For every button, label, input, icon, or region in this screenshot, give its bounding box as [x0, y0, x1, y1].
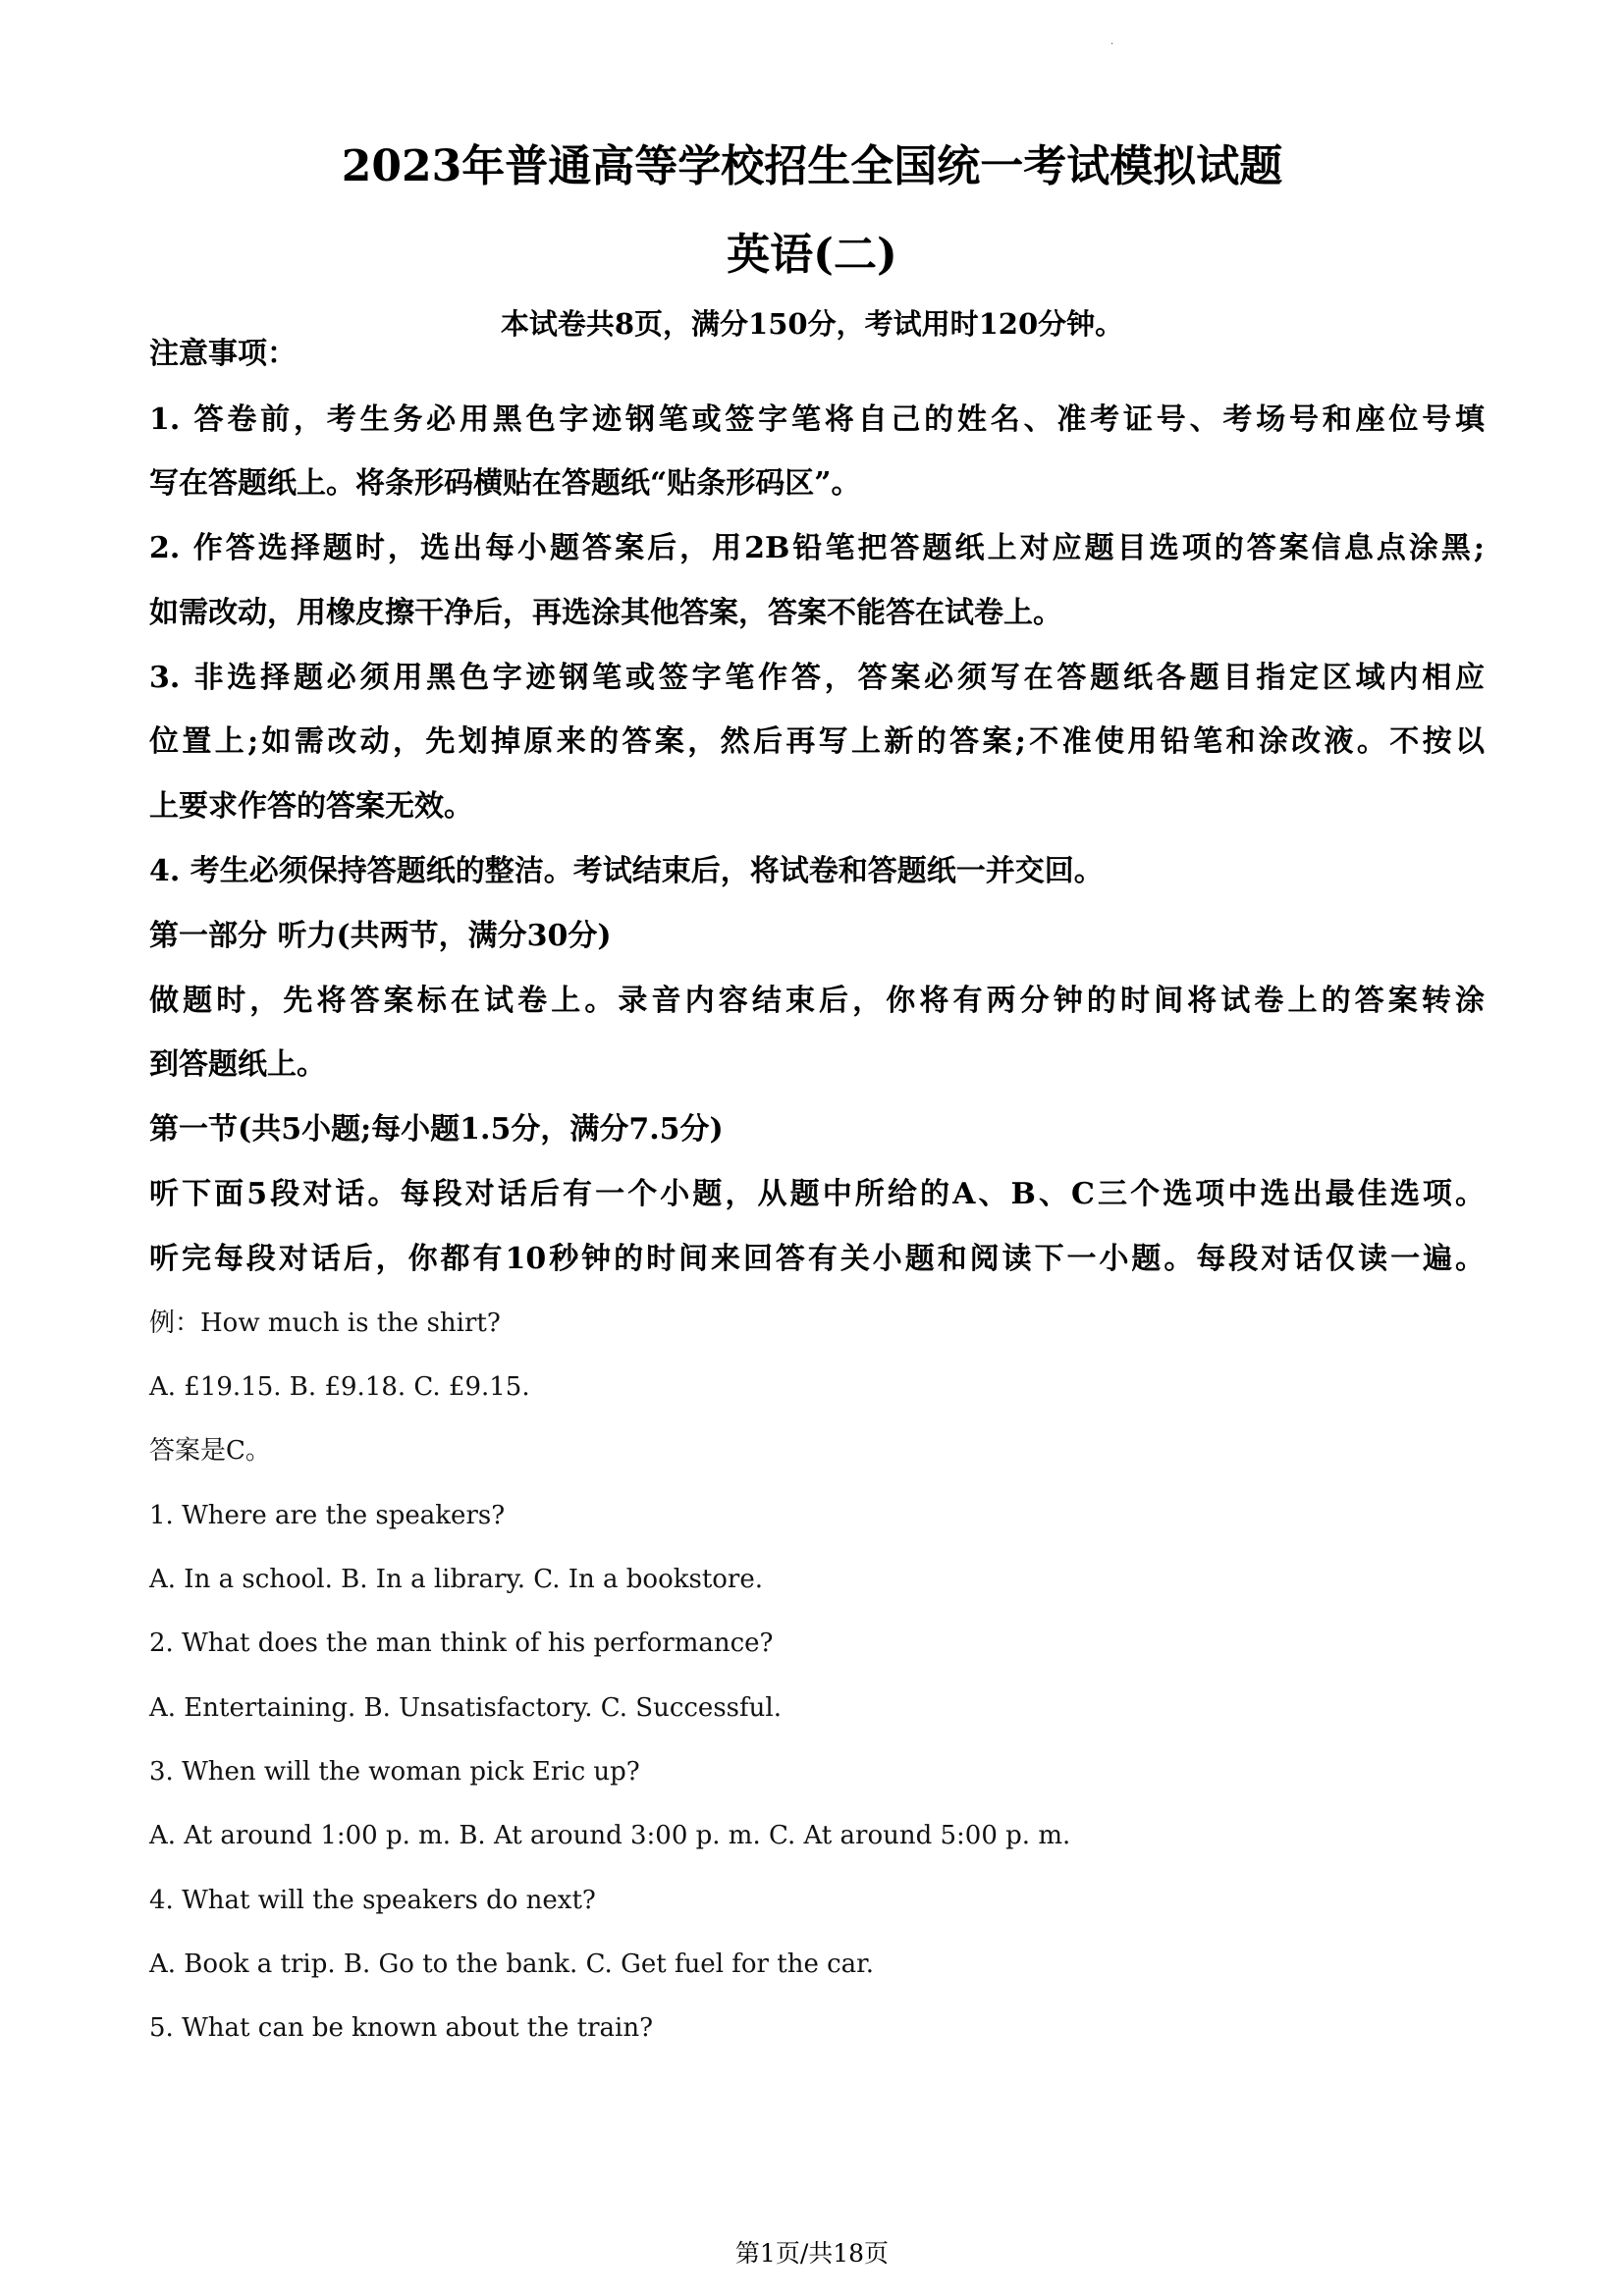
question-text: 3. When will the woman pick Eric up?: [149, 1757, 640, 1787]
example-answer: 答案是C。: [149, 1436, 271, 1466]
question-options: A. At around 1:00 p. m. B. At around 3:00 p. m. C. At around 5:00 p. m.: [149, 1821, 1071, 1850]
section1-instruction-line: 听下面5段对话。每段对话后有一个小题，从题中所给的A、B、C三个选项中选出最佳选项。: [149, 1177, 1485, 1211]
question-text: 5. What can be known about the train?: [149, 2013, 654, 2043]
part1-heading: 第一部分 听力(共两节，满分30分): [149, 919, 612, 953]
notice-line: 3. 非选择题必须用黑色字迹钢笔或签字笔作答，答案必须写在答题纸各题目指定区域内相应: [149, 661, 1485, 695]
page-speck: ·: [1110, 39, 1114, 50]
notice-line: 写在答题纸上。将条形码横贴在答题纸“贴条形码区”。: [149, 466, 861, 501]
page-footer: 第1页/共18页: [734, 2239, 890, 2268]
notice-line: 1. 答卷前，考生务必用黑色字迹钢笔或签字笔将自己的姓名、准考证号、考场号和座位号填: [149, 402, 1485, 437]
notice-line: 上要求作答的答案无效。: [149, 789, 473, 824]
part1-instruction-line: 到答题纸上。: [149, 1047, 326, 1082]
question-text: 4. What will the speakers do next?: [149, 1886, 596, 1915]
question-text: 1. Where are the speakers?: [149, 1501, 506, 1530]
question-text: 2. What does the man think of his performance?: [149, 1629, 774, 1658]
exam-info: 本试卷共8页，满分150分，考试用时120分钟。: [500, 307, 1124, 341]
section1-instruction-line: 听完每段对话后，你都有10秒钟的时间来回答有关小题和阅读下一小题。每段对话仅读一遍。: [149, 1242, 1485, 1276]
notice-line: 如需改动，用橡皮擦干净后，再选涂其他答案，答案不能答在试卷上。: [149, 596, 1062, 630]
part1-instruction-line: 做题时，先将答案标在试卷上。录音内容结束后，你将有两分钟的时间将试卷上的答案转涂: [149, 984, 1485, 1018]
question-options: A. Book a trip. B. Go to the bank. C. Get fuel for the car.: [149, 1949, 874, 1979]
notice-line: 4. 考生必须保持答题纸的整洁。考试结束后，将试卷和答题纸一并交回。: [149, 854, 1104, 888]
section1-heading: 第一节(共5小题;每小题1.5分，满分7.5分): [149, 1112, 724, 1147]
notice-line: 位置上;如需改动，先划掉原来的答案，然后再写上新的答案;不准使用铅笔和涂改液。不按以: [149, 724, 1485, 759]
notice-line: 2. 作答选择题时，选出每小题答案后，用2B铅笔把答题纸上对应题目选项的答案信息点涂黑;: [149, 531, 1485, 565]
exam-subtitle: 英语(二): [727, 230, 897, 280]
example-question: 例：How much is the shirt?: [149, 1308, 501, 1338]
notice-heading: 注意事项：: [149, 337, 297, 371]
example-options: A. £19.15. B. £9.18. C. £9.15.: [149, 1372, 530, 1402]
question-options: A. In a school. B. In a library. C. In a bookstore.: [149, 1565, 764, 1594]
question-options: A. Entertaining. B. Unsatisfactory. C. Successful.: [149, 1693, 782, 1723]
exam-title: 2023年普通高等学校招生全国统一考试模拟试题: [341, 141, 1283, 191]
